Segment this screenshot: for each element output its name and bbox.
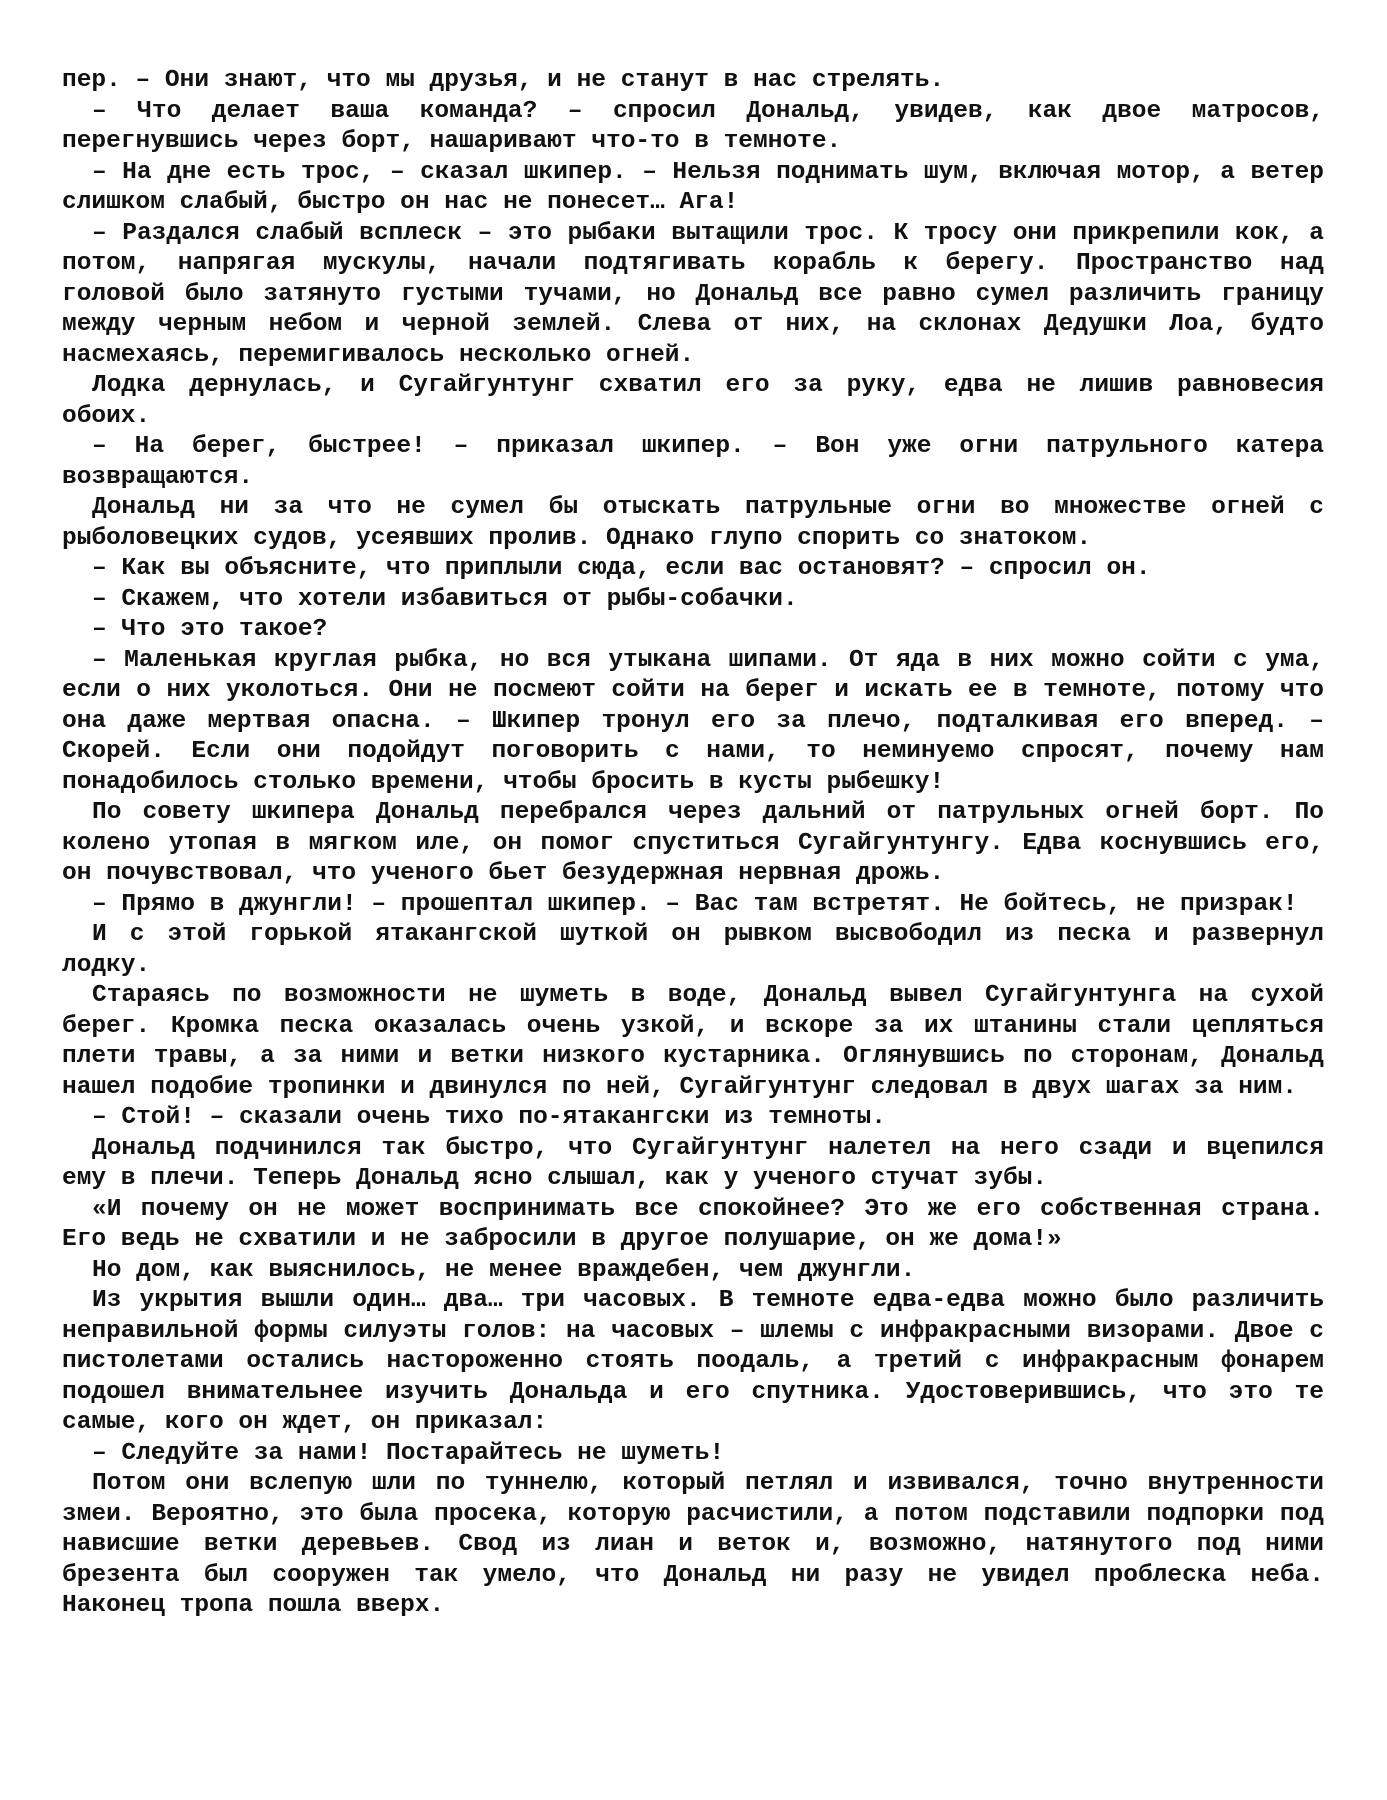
paragraph: И с этой горькой ятакангской шуткой он рывком высвободил из песка и развернул лодку. [62, 921, 1324, 979]
paragraph: «И почему он не может воспринимать все спокойнее? Это же его собственная страна. Его ведь не схватили и не забросили в другое полушарие, он же дома!» [62, 1195, 1324, 1253]
paragraph: Дональд подчинился так быстро, что Сугайгунтунг налетел на него сзади и вцепился ему в плечи. Теперь Дональд ясно слышал, как у ученого стучат зубы. [62, 1134, 1324, 1192]
paragraph: – На дне есть трос, – сказал шкипер. – Нельзя поднимать шум, включая мотор, а ветер слишком слабый, быстро он нас не понесет… Ага! [62, 158, 1324, 216]
paragraph: – Следуйте за нами! Постарайтесь не шуметь! [92, 1439, 725, 1467]
paragraph: – Как вы объясните, что приплыли сюда, если вас остановят? – спросил он. [92, 555, 1151, 582]
paragraph: – Что это такое? [92, 616, 328, 643]
paragraph: пер. – Они знают, что мы друзья, и не станут в нас стрелять. [62, 67, 945, 94]
paragraph: Потом они вслепую шли по туннелю, который петлял и извивался, точно внутренности змеи. Вероятно, это была просека, которую расчистили, а потом подставили подпорки под нависшие ветки деревьев. Свод из лиан и веток и, возможно, натянутого под ними брезента был сооружен так умело, что Дональд ни разу не увидел проблеска неба. Наконец тропа пошла вверх. [62, 1470, 1324, 1619]
paragraph: – Маленькая круглая рыбка, но вся утыкана шипами. От яда в них можно сойти с ума, если о них уколоться. Они не посмеют сойти на берег и искать ее в темноте, потому что она даже мертвая опасна. – Шкипер тронул его за плечо, подталкивая его вперед. – Скорей. Если они подойдут поговорить с нами, то неминуемо спросят, почему нам понадобилось столько времени, чтобы бросить в кусты рыбешку! [62, 646, 1324, 796]
document-page [62, 66, 1324, 1622]
paragraph: – На берег, быстрее! – приказал шкипер. – Вон уже огни патрульного катера возвращаются. [62, 433, 1324, 491]
paragraph: Стараясь по возможности не шуметь в воде, Дональд вывел Сугайгунтунга на сухой берег. Кромка песка оказалась очень узкой, и вскоре за их штанины стали цепляться плети травы, а за ними и ветки низкого кустарника. Оглянувшись по сторонам, Дональд нашел подобие тропинки и двинулся по ней, Сугайгунтунг следовал в двух шагах за ним. [62, 982, 1324, 1101]
paragraph: – Стой! – сказали очень тихо по-ятакангски из темноты. [92, 1104, 886, 1131]
paragraph: – Что делает ваша команда? – спросил Дональд, увидев, как двое матросов, перегнувшись через борт, нашаривают что-то в темноте. [62, 97, 1324, 155]
paragraph: – Прямо в джунгли! – прошептал шкипер. – Вас там встретят. Не бойтесь, не призрак! [92, 890, 1298, 918]
paragraph: – Скажем, что хотели избавиться от рыбы-собачки. [92, 585, 798, 613]
paragraph: Лодка дернулась, и Сугайгунтунг схватил его за руку, едва не лишив равновесия обоих. [62, 372, 1324, 430]
paragraph: По совету шкипера Дональд перебрался через дальний от патрульных огней борт. По колено утопая в мягком иле, он помог спуститься Сугайгунтунгу. Едва коснувшись его, он почувствовал, что ученого бьет безудержная нервная дрожь. [62, 799, 1324, 887]
paragraph: Дональд ни за что не сумел бы отыскать патрульные огни во множестве огней с рыболовецких судов, усеявших пролив. Однако глупо спорить со знатоком. [62, 494, 1324, 552]
paragraph: – Раздался слабый всплеск – это рыбаки вытащили трос. К тросу они прикрепили кок, а потом, напрягая мускулы, начали подтягивать корабль к берегу. Пространство над головой было затянуто густыми тучами, но Дональд все равно сумел различить границу между черным небом и черной землей. Слева от них, на склонах Дедушки Лоа, будто насмехаясь, перемигивалось несколько огней. [62, 219, 1324, 369]
paragraph: Из укрытия вышли один… два… три часовых. В темноте едва-едва можно было различить неправильной формы силуэты голов: на часовых – шлемы с инфракрасными визорами. Двое с пистолетами остались настороженно стоять поодаль, а третий с инфракрасным фонарем подошел внимательнее изучить Дональда и его спутника. Удостоверившись, что это те самые, кого он ждет, он приказал: [62, 1287, 1324, 1436]
paragraph: Но дом, как выяснилось, не менее враждебен, чем джунгли. [92, 1256, 916, 1284]
